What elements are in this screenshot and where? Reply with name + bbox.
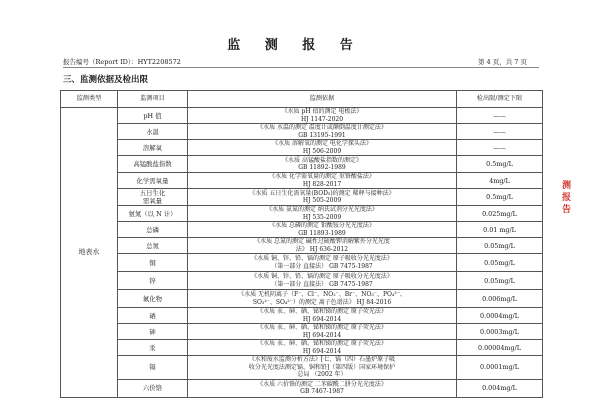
header-divider	[63, 67, 539, 68]
monitoring-basis-cell: 《水质 汞、砷、硒、铋和锑的测定 原子荧光法》 HJ 694-2014	[188, 340, 457, 356]
table-row	[61, 108, 543, 124]
table-row	[61, 156, 543, 173]
monitoring-item-cell: 化学需氧量	[118, 173, 188, 189]
monitoring-type-cell: 地表水	[61, 108, 118, 398]
monitoring-item-cell: 水温	[118, 124, 188, 140]
detection-limit-cell: 0.0004mg/L	[457, 308, 543, 324]
table-row	[61, 340, 543, 356]
table-row	[61, 140, 543, 156]
detection-limit-cell: 0.025mg/L	[457, 206, 543, 222]
detection-limit-cell: ——	[457, 140, 543, 156]
monitoring-basis-cell: 《水质 pH 值的测定 电极法》 HJ 1147-2020	[188, 108, 457, 124]
detection-limit-cell: 0.5mg/L	[457, 156, 543, 173]
detection-limit-cell: 0.05mg/L	[457, 238, 543, 254]
table-row	[61, 356, 543, 380]
col-header-type: 监测类型	[61, 91, 118, 108]
table-row	[61, 173, 543, 189]
monitoring-item-cell: 总氮	[118, 238, 188, 254]
monitoring-basis-cell: 《水质 总氮的测定 碱性过硫酸钾消解紫外分光光度 法》 HJ 636-2012	[188, 238, 457, 254]
table-row	[61, 254, 543, 272]
monitoring-basis-cell: 《水质 氨氮的测定 纳氏试剂分光光度法》 HJ 535-2009	[188, 206, 457, 222]
monitoring-basis-cell: 《水质 化学需氧量的测定 重铬酸盐法》 HJ 828-2017	[188, 173, 457, 189]
monitoring-item-cell: 硒	[118, 308, 188, 324]
table-header-row	[61, 91, 543, 108]
monitoring-item-cell: 六价铬	[118, 379, 188, 397]
detection-limit-cell: 0.0003mg/L	[457, 324, 543, 340]
monitoring-basis-cell: 《水质 铜、锌、铅、镉的测定 原子吸收分光光度法》 （第一部分 直接法） GB 7475-1987	[188, 254, 457, 272]
monitoring-item-cell: 氨氮（以 N 计）	[118, 206, 188, 222]
detection-limit-cell: ——	[457, 108, 543, 124]
seal-stamp: 测 报 告	[562, 181, 572, 215]
table-row	[61, 379, 543, 397]
monitoring-item-cell: 氟化物	[118, 290, 188, 308]
monitoring-item-cell: 溶解氧	[118, 140, 188, 156]
monitoring-basis-cell: 《水和废水监测分析方法》[七、镉（四）石墨炉原子吸 收分光光度法测定镉、铜和铅]（第四版）国家环境保护 总局 （2002 年）	[188, 356, 457, 380]
monitoring-basis-table	[60, 90, 543, 398]
col-header-basis: 监测依据	[188, 91, 457, 108]
table-row	[61, 222, 543, 238]
page-indicator: 第 4 页，共 7 页	[477, 58, 527, 66]
detection-limit-cell: 0.0001mg/L	[457, 356, 543, 380]
monitoring-basis-cell: 《水质 高锰酸盐指数的测定》 GB 11892-1989	[188, 156, 457, 173]
monitoring-basis-cell: 《水质 总磷的测定 钼酸铵分光光度法》 GB 11893-1989	[188, 222, 457, 238]
table-row	[61, 206, 543, 222]
detection-limit-cell: 0.006mg/L	[457, 290, 543, 308]
detection-limit-cell: 4mg/L	[457, 173, 543, 189]
monitoring-basis-cell: 《水质 六价铬的测定 二苯碳酰二肼分光光度法》 GB 7467-1987	[188, 379, 457, 397]
col-header-item: 监测项目	[118, 91, 188, 108]
table-row	[61, 238, 543, 254]
monitoring-basis-cell: 《水质 汞、砷、硒、铋和锑的测定 原子荧光法》 HJ 694-2014	[188, 308, 457, 324]
detection-limit-cell: 0.01 mg/L	[457, 222, 543, 238]
monitoring-basis-cell: 《水质 溶解氧的测定 电化学探头法》 HJ 506-2009	[188, 140, 457, 156]
monitoring-basis-cell: 《水质 无机阴离子（F⁻、Cl⁻、NO₂⁻、Br⁻、NO₃⁻、PO₄³⁻、 SO₃²⁻、SO₄²⁻）的测定 离子色谱法》 HJ 84-2016	[188, 290, 457, 308]
detection-limit-cell: 0.05mg/L	[457, 254, 543, 272]
monitoring-basis-cell: 《水质 汞、砷、硒、铋和锑的测定 原子荧光法》 HJ 694-2014	[188, 324, 457, 340]
col-header-limit: 检出限/测定下限	[457, 91, 543, 108]
monitoring-item-cell: 镉	[118, 356, 188, 380]
table-row	[61, 124, 543, 140]
detection-limit-cell: 0.004mg/L	[457, 379, 543, 397]
table-row	[61, 290, 543, 308]
monitoring-item-cell: 高锰酸盐指数	[118, 156, 188, 173]
monitoring-item-cell: 铜	[118, 254, 188, 272]
detection-limit-cell: 0.05mg/L	[457, 272, 543, 290]
monitoring-item-cell: pH 值	[118, 108, 188, 124]
table-row	[61, 272, 543, 290]
monitoring-item-cell: 汞	[118, 340, 188, 356]
monitoring-item-cell: 砷	[118, 324, 188, 340]
report-id: 报告编号（Report ID）：HYT2208572	[63, 58, 181, 66]
detection-limit-cell: 0.5mg/L	[457, 189, 543, 206]
table-row	[61, 189, 543, 206]
section-title: 三、监测依据及检出限	[63, 75, 149, 85]
table-row	[61, 308, 543, 324]
monitoring-item-cell: 五日生化 需氧量	[118, 189, 188, 206]
monitoring-item-cell: 锌	[118, 272, 188, 290]
monitoring-basis-cell: 《水质 水温的测定 温度计或颠倒温度计测定法》 GB 13195-1991	[188, 124, 457, 140]
table-row	[61, 324, 543, 340]
monitoring-item-cell: 总磷	[118, 222, 188, 238]
monitoring-basis-cell: 《水质 五日生化需氧量(BOD₅)的测定 稀释与接种法》 HJ 505-2009	[188, 189, 457, 206]
detection-limit-cell: 0.00004mg/L	[457, 340, 543, 356]
report-title: 监 测 报 告	[227, 38, 363, 53]
monitoring-basis-cell: 《水质 铜、锌、铅、镉的测定 原子吸收分光光度法》 （第一部分 直接法） GB 7475-1987	[188, 272, 457, 290]
detection-limit-cell: ——	[457, 124, 543, 140]
